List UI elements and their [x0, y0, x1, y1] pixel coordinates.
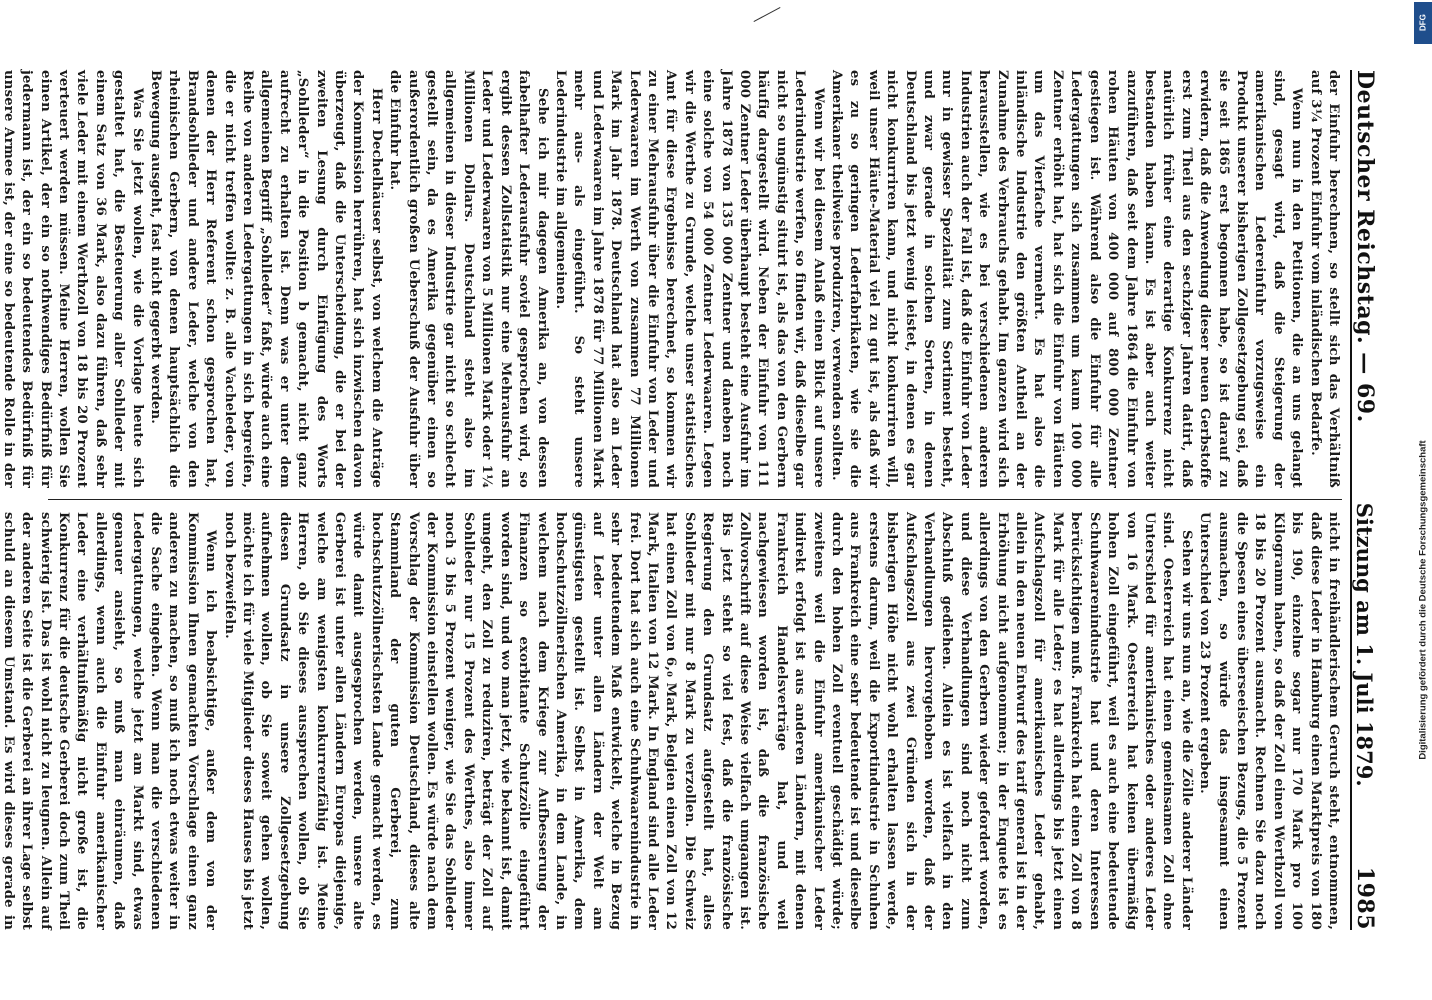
- paragraph: Sehen wir uns nun an, wie die Zölle anderer Länder sind. Oesterreich hat einen gemeinsamen Zoll ohne Unterschied für amerikanisches oder anderes Leder von 16 Mark. Oesterreich hat keinen übermäßig hohen Zoll eingeführt, weil es auch eine bedeutende Schuhwaarenindustrie hat und deren Interessen berücksichtigen muß. Frankreich hat einen Zoll von 8 Mark für alle Leder; es hat allerdings bis jetzt einen Aufschlagszoll für amerikanisches Leder gehabt, allein in den neuen Entwurf des tarif general ist in der Erhöhung nicht aufgenommen; in der Enquete ist es allerdings von den Gerbern wieder gefordert worden, und diese Verhandlungen sind noch nicht zum Abschluß gediehen. Allein es ist vielfach in den Verhandlungen hervorgehoben worden, daß der Aufschlagszoll aus zwei Gründen sich in der bisherigen Höhe nicht wohl erhalten lassen werde, erstens darum, weil die Exportindustrie in Schuhen aus Frankreich eine sehr bedeutende ist und dieselbe durch den hohen Zoll eventuell geschädigt würde; zweitens weil die Einfuhr amerikanischer Leder indirekt erfolgt ist aus anderen Ländern, mit denen Frankreich Handelsverträge hat, und weil nachgewiesen worden ist, daß die französische Zollvorschrift auf diese Weise vielfach umgangen ist. Bis jetzt steht so viel fest, daß die französische Regierung den Grundsatz aufgestellt hat, alles Sohlleder mit nur 8 Mark zu verzollen. Die Schweiz hat einen Zoll von 6,₀ Mark, Belgien einen Zoll von 12 Mark, Italien von 12 Mark. In England sind alle Leder frei. Dort hat sich auch eine Schuhwaarenindustrie in sehr bedeutendem Maß entwickelt, welche in Bezug auf Leder unter allen Ländern der Welt am günstigsten gestellt ist. Selbst in Amerika, dem hochschutzzöllnerischen Amerika, in dem Lande, in welchem nach dem Kriege zur Aufbesserung der Finanzen so exorbitante Schutzzölle eingeführt worden sind, und wo man jetzt, wie bekannt ist, damit umgeht, den Zoll zu reduziren, beträgt der Zoll auf Sohlleder nur 15 Prozent des Werthes, also immer noch 3 bis 5 Prozent weniger, wie Sie das Sohlleder der Kommission einstellen wollen. Es würde nach dem Vorschlag der Kommission Deutschland, dieses alte Stammland der guten Gerberei, zum hochschutzzöllnerischsten Lande gemacht werden, es würde damit ausgesprochen werden, unsere alte Gerberei ist unter allen Ländern Europas diejenige, welche am wenigsten konkurrenzfähig ist. Meine Herren, ob Sie dieses aussprechen wollen, ob Sie diesen Grundsatz in unsere Zollgesetzgebung aufnehmen wollen, ob Sie soweit gehen wollen, möchte ich für viele Mitglieder dieses Hauses bis jetzt noch bezweifeln.: [221, 512, 1194, 930]
- dfg-logo: DFG: [1414, 2, 1432, 44]
- paragraph: nicht in freihändlerischem Geruch steht, entnommen, daß diese Leder in Hamburg einen Marktpreis von 180 bis 190, einzelne sogar nur 170 Mark pro 100 Kilogramm haben, so daß der Zoll einen Werthzoll von 18 bis 20 Prozent ausmacht. Rechnen Sie dazu noch die Spesen eines überseeischen Bezugs, die 5 Prozent ausmachen, so würde das insgesammt einen Unterschied von 23 Prozent ergeben.: [1197, 512, 1341, 930]
- paragraph: Herr Dechelhäuser selbst, von welchem die Anträge der Kommission herrühren, hat sich inzwischen davon überzeugt, daß die Unterscheidung, die er bei der zweiten Lesung durch Einfügung des Worts „Sohlleder“ in die Position b gemacht, nicht ganz aufrecht zu erhalten ist. Denn was er unter dem allgemeinen Begriff „Sohlleder“ faßt, würde auch eine Reihe von anderen Ledergattungen in sich begreifen, die er nicht treffen wollte: z. B. alle Vacheleder, von denen der Herr Referent schon gesprochen hat, Brandsohlleder und andere Leder, welche von den rheinischen Gerbern, von denen hauptsächlich die Bewegung ausgeht, fast nicht gegerbt werden.: [148, 70, 384, 488]
- column-divider: [48, 499, 1342, 500]
- paragraph: Wenn ich beabsichtige, außer dem von der Kommission Ihnen gemachten Vorschlage einen ganz anderen zu machen, so muß ich noch etwas weiter in die Sache eingehen. Wenn man die verschiedenen Ledergattungen, welche jetzt am Markt sind, etwas genauer ansieht, so muß man einräumen, daß allerdings, wenn auch die Einfuhr amerikanischer Leder eine verhältnißmäßig nicht große ist, die Konkurrenz für die deutsche Gerberei doch zum Theil schwierig ist. Das ist wohl nicht zu leugnen. Allein auf der anderen Seite ist die Gerberei an ihrer Lage selbst schuld an diesem Umstand. Es wird dieses gerade in: [0, 512, 219, 930]
- paragraph: Wenn nun in den Petitionen, die an uns gelangt sind, gesagt wird, daß die Steigerung der amerikanischen Ledereinfuhr vorzugsweise ein Produkt unserer bisherigen Zollgesetzgebung sei, daß sie seit 1865 erst begonnen habe, so ist darauf zu erwidern, daß die Anwendung dieser neuen Gerbstoffe erst zum Theil aus den sechziger Jahren datirt, daß natürlich früher eine derartige Konkurrenz nicht bestanden haben kann. Es ist aber auch weiter anzuführen, daß seit dem Jahre 1864 die Einfuhr von rohen Häuten von 400 000 auf 800 000 Zentner gestiegen ist. Während also die Einfuhr für alle Ledergattungen sich zusammen um kaum 100 000 Zentner erhöht hat, hat sich die Einfuhr von Häuten um das Vierfache vermehrt. Es hat also die inländische Industrie den größten Antheil an der Zunahme des Verbrauchs gehabt. Im ganzen wird sich herausstellen, wie es bei verschiedenen anderen Industrien auch der Fall ist, daß die Einfuhr von Leder nur in gewisser Spezialität zum Sortiment besteht, und zwar gerade in solchen Sorten, in denen Deutschland bis jetzt wenig leistet, in denen es gar nicht konkurriren kann, und nicht konkurriren will, weil unser Häute-Material viel zu gut ist, als daß wir es zu so geringen Lederfabrikaten, wie sie die Amerikaner theilweise produziren, verwenden sollten.: [829, 70, 1305, 488]
- paragraph: Was Sie jetzt wollen, wie die Vorlage heute sich gestaltet hat, die Besteuerung aller Sohlleder mit einem Satz von 36 Mark, also dazu führen, daß sehr viele Leder mit einem Werthzoll von 18 bis 20 Prozent verteuert werden müssen. Meine Herren, wollen Sie einen Artikel, der ein so nothwendiges Bedürfniß für jedermann ist, der ein so bedeutendes Bedürfniß für unsere Armee ist, der eine so bedeutende Rolle in der: [0, 70, 145, 488]
- scan-pen-mark: [752, 0, 780, 30]
- digitization-note: Digitalisierung gefördert durch die Deutsche Forschungsgemeinschaft: [1417, 440, 1429, 760]
- page-header: [1350, 70, 1388, 930]
- session-date: Sitzung am 1. Juli 1879.: [1352, 502, 1377, 787]
- publication-title: Deutscher Reichstag. — 69.: [1352, 70, 1378, 423]
- text-column-left: [0, 70, 1342, 488]
- paragraph: der Einfuhr berechnen, so stellt sich das Verhältniß auf 3¼ Prozent Einfuhr vom inländischen Bedarfe.: [1307, 70, 1341, 488]
- paragraph: Sehe ich mir dagegen Amerika an, von dessen fabelhafter Lederausfuhr soviel gesprochen wird, so ergibt dessen Zollstatistik nur eine Mehrausfuhr an Leder und Lederwaaren von 5 Millionen Mark oder 1¼ Millionen Dollars. Deutschland steht also im allgemeinen in dieser Industrie gar nicht so schlecht gestellt sein, da es Amerika gegenüber einen so außerordentlich großen Ueberschuß der Ausfuhr über die Einfuhr hat.: [387, 70, 550, 488]
- newspaper-page: [0, 10, 1416, 990]
- paragraph: Wenn wir bei diesem Anlaß einen Blick auf unsere Lederindustrie werfen, so finden wir, daß dieselbe gar nicht so ungünstig situirt ist, als das von den Gerbern häufig dargestellt wird. Neben der Einfuhr von 111 000 Zentner Leder überhaupt besteht eine Ausfuhr im Jahre 1878 von 135 000 Zentner und daneben noch eine solche von 54 000 Zentner Lederwaaren. Legen wir die Werthe zu Grunde, welche unser statistisches Amt für diese Ergebnisse berechnet, so kommen wir zu einer Mehrausfuhr über die Einfuhr von Leder und Lederwaaren im Werth von zusammen 77 Millionen Mark im Jahr 1878. Deutschland hat also an Leder und Lederwaaren im Jahre 1878 für 77 Millionen Mark mehr aus- als eingeführt. So steht unsere Lederindustrie im allgemeinen.: [552, 70, 826, 488]
- text-column-right: [0, 512, 1342, 930]
- page-number: 1985: [1352, 866, 1378, 930]
